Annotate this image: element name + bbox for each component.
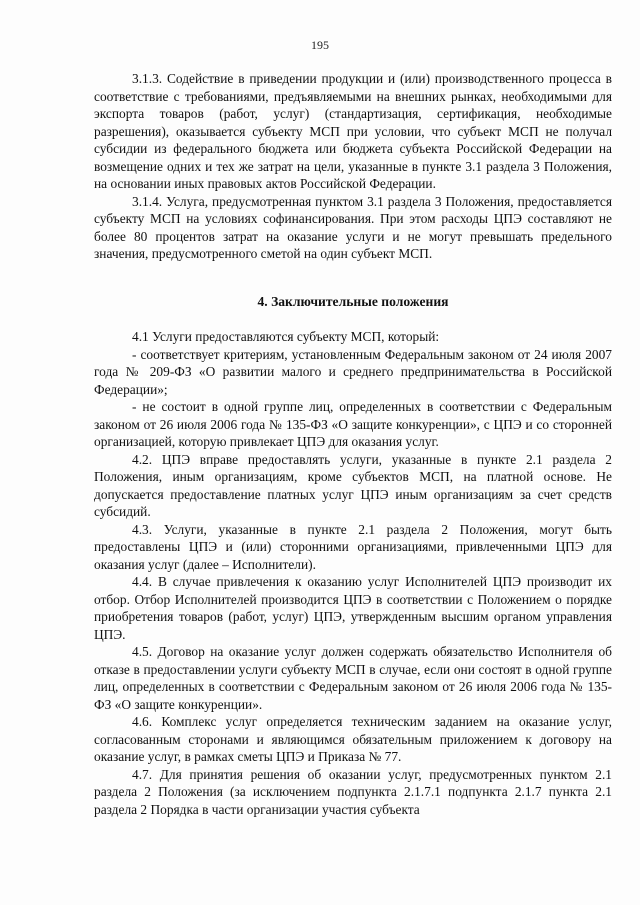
paragraph-3-1-4: 3.1.4. Услуга, предусмотренная пунктом 3.1 раздела 3 Положения, предоставляется субъекту МСП на условиях софинансирования. При этом расходы ЦПЭ составляют не более 80 процентов затрат на оказание услуги и не могут превышать предельного значения, предусмотренного сметой на один субъект МСП. bbox=[94, 193, 612, 261]
paragraph-4-2: 4.2. ЦПЭ вправе предоставлять услуги, указанные в пункте 2.1 раздела 2 Положения, иным организациям, кроме субъектов МСП, на платной основе. Не допускается предоставление платных услуг ЦПЭ иным организациям за счет средств субсидий. bbox=[94, 451, 612, 519]
paragraph-4-1: 4.1 Услуги предоставляются субъекту МСП, который: bbox=[132, 329, 440, 344]
page-number: 195 bbox=[311, 38, 329, 52]
paragraph-4-6: 4.6. Комплекс услуг определяется техническим заданием на оказание услуг, согласованным сторонами и являющимся обязательным приложением к договору на оказание услуг, в рамках сметы ЦПЭ и Приказа № 77. bbox=[94, 714, 612, 764]
section-heading: 4. Заключительные положения bbox=[257, 293, 449, 309]
paragraph-4-3: 4.3. Услуги, указанные в пункте 2.1 раздела 2 Положения, могут быть предоставлены ЦПЭ и (или) сторонними организациями, привлеченными ЦПЭ для оказания услуг (далее – Исполнители). bbox=[94, 521, 612, 572]
paragraph-4-4: 4.4. В случае привлечения к оказанию услуг Исполнителей ЦПЭ производит их отбор. Отбор Исполнителей производится ЦПЭ в соответствии с Положением о порядке приобретения товаров (работ, услуг) ЦПЭ, утвержденным высшим органом управления ЦПЭ. bbox=[94, 574, 612, 642]
list-item-group-of-persons: - не состоит в одной группе лиц, определенных в соответствии с Федеральным законом от 26 июля 2006 года № 135-ФЗ «О защите конкуренции», с ЦПЭ и со сторонней организацией, которую привлекает ЦПЭ для оказания услуг. bbox=[94, 399, 612, 449]
document-body bbox=[94, 70, 612, 818]
list-item-criteria: - соответствует критериям, установленным Федеральным законом от 24 июля 2007 года № 209-ФЗ «О развитии малого и среднего предпринимательства в Российской Федерации»; bbox=[94, 346, 612, 397]
paragraph-4-7: 4.7. Для принятия решения об оказании услуг, предусмотренных пунктом 2.1 раздела 2 Положения (за исключением подпункта 2.1.7.1 подпункта 2.1.7 пункта 2.1 раздела 2 Порядка в части организации участия субъекта bbox=[94, 766, 612, 817]
paragraph-4-5: 4.5. Договор на оказание услуг должен содержать обязательство Исполнителя об отказе в предоставлении услуги субъекту МСП в случае, если они состоят в одной группе лиц, определенных в соответствии с Федеральным законом от 26 июля 2006 года № 135-ФЗ «О защите конкуренции». bbox=[94, 644, 612, 712]
paragraph-3-1-3: 3.1.3. Содействие в приведении продукции и (или) производственного процесса в соответствие с требованиями, предъявляемыми на внешних рынках, необходимыми для экспорта товаров (работ, услуг) (стандартизация, сертификация, необходимые разрешения), оказывается субъекту МСП при условии, что субъект МСП не получал субсидии из федерального бюджета или бюджета субъекта Российской Федерации на возмещение одних и тех же затрат на цели, указанные в пункте 3.1 раздела 3 Положения, на основании иных правовых актов Российской Федерации. bbox=[94, 71, 612, 191]
